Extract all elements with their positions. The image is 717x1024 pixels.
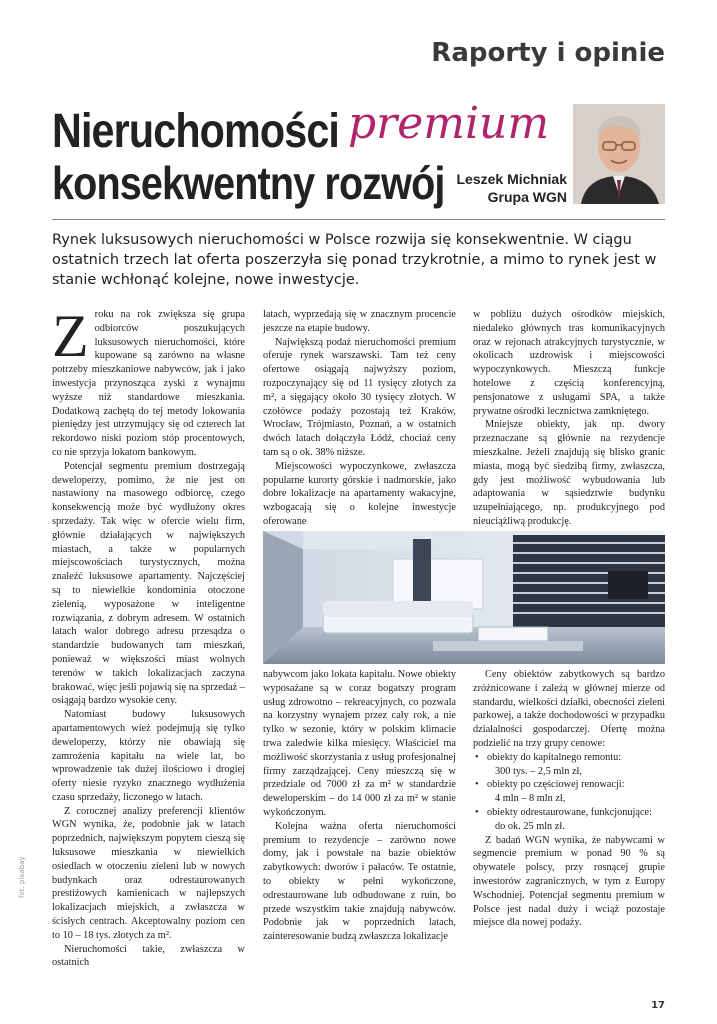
headline-line1: Nieruchomości [52, 105, 340, 158]
col1-paragraph: Z corocznej analizy preferencji klientów WGN wynika, że, podobnie jak w latach poprzednich, największym popytem cieszą się luksusowe mieszkania w niewielkich osiedlach w otoczeniu zieleni lub w nowych budynkach oraz odrestaurowanych prestiżowych kamienicach w najlepszych lokalizacjach miejskich, a zwłaszcza w ścisłych centrach. Akceptowalny poziom cen to 10 – 18 tys. złotych za m². [52, 805, 245, 941]
living-room-illustration [263, 531, 665, 664]
article-column-2-top [263, 308, 456, 529]
lead-paragraph: Rynek luksusowych nieruchomości w Polsce rozwija się konsekwentnie. W ciągu ostatnich trzech lat oferta poszerzyła się ponad trzykrotnie, a mimo to rynek jest w stanie wchłonąć kolejne, nowe inwestycje. [52, 232, 657, 288]
list-item: • obiekty odrestaurowane, funkcjonujące: [487, 806, 665, 820]
author-byline [457, 170, 568, 206]
header-divider [52, 219, 665, 220]
author-photo [573, 104, 665, 204]
article-column-2-bottom [263, 668, 456, 944]
col1-paragraph: Nieruchomości takie, zwłaszcza w ostatnich [52, 943, 245, 969]
list-item: • obiekty po częściowej renowacji: [487, 778, 665, 792]
col2-paragraph: latach, wyprzedają się w znacznym procencie jeszcze na etapie budowy. [263, 309, 456, 334]
list-item-value: 4 mln – 8 mln zł, [495, 793, 566, 805]
drop-cap: Z [52, 303, 89, 369]
author-name: Leszek Michniak [456, 171, 567, 187]
headline-line2: konsekwentny rozwój [52, 157, 445, 209]
article-column-3-top [473, 308, 665, 529]
article-column-1 [52, 303, 245, 970]
price-groups-list [473, 751, 665, 834]
col1-paragraph: Zroku na rok zwiększa się grupa odbiorców poszukujących luksusowych nieruchomości, które kupowane są zarówno na własne potrzeby mieszkaniowe nabywców, jak i jako inwestycja przynosząca zyski z wynajmu wyższe niż standardowe mieszkania. Dodatkową zachętą do tej metody lokowania pieniędzy jest utrzymujący się od czterech lat rekordowo niski poziom stóp procentowych, co nie sprzyja lokatom bankowym. [52, 303, 245, 458]
col3-paragraph: Ceny obiektów zabytkowych są bardzo zróżnicowane i zależą w głównej mierze od standardu, wielkości działki, obecności zieleni parkowej, a także dochodowości w przypadku działalności gospodarczej. Ofertę można podzielić na trzy grupy cenowe: [473, 669, 665, 749]
list-item-value: do ok. 25 mln zł. [495, 820, 565, 832]
headline-accent: premium [348, 98, 550, 149]
col3-paragraph: Mniejsze obiekty, jak np. dwory przeznaczane są głównie na rezydencje mieszkalne. Jeżeli znajdują się blisko granic miasta, mogą być siedzibą firmy, zwłaszcza, gdy jest możliwość wybudowania lub adaptowania w sąsiedztwie budynku uzupełniającego, np. produkcyjnego pod nieuciążliwą produkcję. [473, 419, 665, 527]
list-item: • obiekty do kapitalnego remontu: [487, 751, 665, 765]
article-column-3-bottom [473, 668, 665, 930]
section-title: Raporty i opinie [431, 38, 665, 68]
col1-paragraph: Natomiast budowy luksusowych apartamentowych wież podejmują się tylko deweloperzy, którzy nie obawiają się zamrożenia kapitału na wiele lat, bo wprowadzenie tak dużej ilościowo i drogiej oferty niesie ryzyko znacznego wydłużenia czasu sprzedaży, liczonego w latach. [52, 709, 245, 803]
portrait-image [573, 104, 665, 204]
photo-credit: fot. pixabay [18, 856, 26, 898]
col2-paragraph: Największą podaż nieruchomości premium oferuje rynek warszawski. Tam też ceny ofertowe osiągają najwyższy poziom, rozpoczynający się od 11 tysięcy złotych za m², a sięgający około 30 tysięcy złotych. W czołówce podaży pozostają też Kraków, Wrocław, Trójmiasto, Poznań, a w ostatnich dwóch latach dołączyła Łódź, chociaż ceny tam są o ok. 38% niższe. [263, 336, 456, 458]
page-number: 17 [651, 1000, 665, 1011]
apartment-interior-image [263, 531, 665, 664]
list-item-value: 300 tys. – 2,5 mln zł, [495, 765, 582, 777]
col2-paragraph: Kolejna ważna oferta nieruchomości premium to rezydencje – zarówno nowe domy, jak i powstałe na bazie obiektów zabytkowych: dworów i pałaców. Te ostatnie, to obiekty w pełni wykończone, odrestaurowane lub odbudowane z ruin, bo przede wszystkim takie znajdują nabywców. Podobnie jak w poprzednich latach, zainteresowanie budzą zwłaszcza lokalizacje [263, 820, 456, 943]
col3-paragraph: Z badań WGN wynika, że nabywcami w segmencie premium w ponad 90 % są obywatele polscy, przy rosnącej grupie inwestorów zagranicznych, w tym z Europy Wschodniej. Potencjał segmentu premium w Polsce jest nadal duży i wciąż pozostaje miejsce dla nowej podaży. [473, 834, 665, 929]
col3-paragraph: w pobliżu dużych ośrodków miejskich, niedaleko głównych tras komunikacyjnych oraz w rejonach atrakcyjnych turystycznie, w okolicach uzdrowisk i miejscowości wypoczynkowych. Mieszczą funkcje hotelowe z częścią konferencyjną, pensjonatowe z usługami SPA, a także prywatne ośrodki lecznictwa zamkniętego. [473, 309, 665, 417]
col2-paragraph: nabywcom jako lokata kapitału. Nowe obiekty wyposażane są w coraz bogatszy program usług zdrowotno – rekreacyjnych, co pozwala na korzystny wynajem przez cały rok, a nie tylko w sezonie, który w polskim klimacie trwa zaledwie kilka miesięcy. Właściciel ma możliwość skorzystania z usług profesjonalnej firmy zarządzającej. Ceny mieszczą się w przedziale od 7000 zł za m² w standardzie deweloperskim – do 14 000 zł za m² w stanie wykończonym. [263, 669, 456, 818]
col2-paragraph: Miejscowości wypoczynkowe, zwłaszcza popularne kurorty górskie i nadmorskie, jako dobre lokalizacje na apartamenty wakacyjne, wzbogacają się o kolejne inwestycje oferowane [263, 460, 456, 527]
col1-paragraph: Potencjał segmentu premium dostrzegają deweloperzy, pomimo, że nie jest on nastawiony na masowego odbiorcę, czego konsekwencją może być wydłużony okres sprzedaży. Tak więc w ofercie wielu firm, głównie działających w największych miastach, a także w popularnych miejscowościach turystycznych, można znaleźć luksusowe apartamenty. Najczęściej są to niewielkie kondominia otoczone zielenią, wyposażone w inteligentne rozwiązania, z dobrym adresem. W ostatnich latach walor dobrego adresu przesądza o standardzie budowanych tam mieszkań, ponieważ w większości miast wolnych terenów w takich lokalizacjach zaczyna brakować, więc jeśli pojawią się na sprzedaż – osiągają bardzo wysokie ceny. [52, 460, 245, 707]
author-company: Grupa WGN [487, 189, 567, 205]
